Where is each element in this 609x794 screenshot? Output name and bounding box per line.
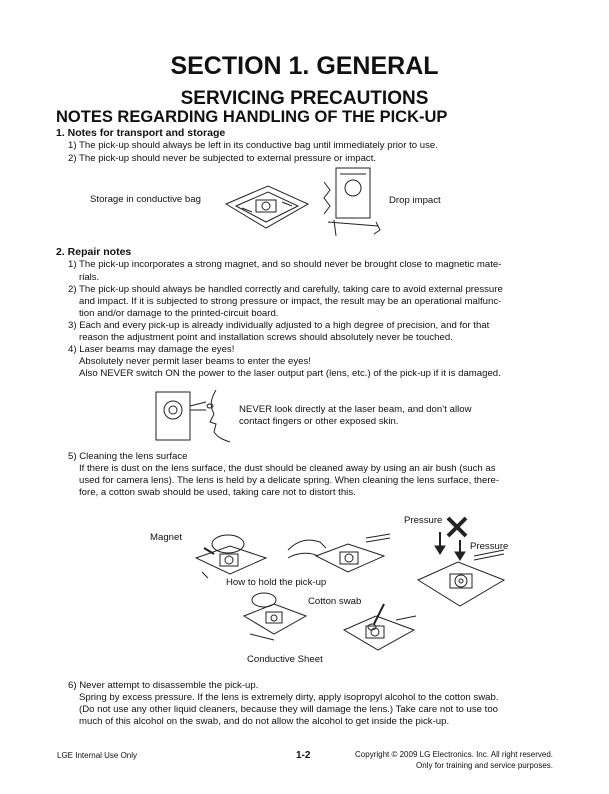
laser-note-line-1: NEVER look directly at the laser beam, and don’t allow [239, 404, 472, 415]
caption-cotton-swab: Cotton swab [308, 596, 362, 607]
section2-line-7: reason the adjustment point and installation screws should absolutely never be touched. [79, 332, 453, 343]
caption-conductive-sheet: Conductive Sheet [247, 654, 323, 665]
section2-title: 2. Repair notes [56, 246, 132, 258]
section1-title: 1. Notes for transport and storage [56, 127, 226, 139]
caption-pressure-1: Pressure [404, 515, 443, 526]
section2-item6-line-1: 6) Never attempt to disassemble the pick-up. [68, 680, 259, 691]
section2-item6-line-3: (Do not use any other liquid cleaners, because they will damage the lens.) Take care not to use too [79, 704, 498, 715]
section2-item5-line-2: If there is dust on the lens surface, the dust should be cleaned away by using an air bush (such as [79, 463, 496, 474]
section2-line-10: Also NEVER switch ON the power to the laser output part (lens, etc.) of the pick-up if it is damaged. [79, 368, 501, 379]
section2-line-6: 3) Each and every pick-up is already individually adjusted to a high degree of precision, and for that [68, 320, 490, 331]
caption-magnet: Magnet [150, 532, 182, 543]
section2-line-3: 2) The pick-up should always be handled correctly and carefully, taking care to avoid external pressure [68, 284, 503, 295]
hold-pickup-illustration [286, 526, 394, 582]
pressure-pickup-illustration [414, 546, 508, 612]
footer-left: LGE Internal Use Only [57, 751, 138, 760]
conductive-sheet-illustration [240, 588, 310, 644]
section2-item5-line-1: 5) Cleaning the lens surface [68, 451, 188, 462]
laser-warning-illustration [150, 386, 236, 446]
caption-storage: Storage in conductive bag [90, 194, 201, 205]
section2-item5-line-4: fore, a cotton swab should be used, taking care not to distort this. [79, 487, 356, 498]
caption-drop: Drop impact [389, 195, 441, 206]
storage-bag-illustration [222, 182, 312, 232]
section2-line-1: 1) The pick-up incorporates a strong magnet, and so should never be brought close to magnetic mate- [68, 259, 502, 270]
laser-note-line-2: contact fingers or other exposed skin. [239, 416, 399, 427]
magnet-pickup-illustration [186, 528, 270, 584]
footer-copyright: Copyright © 2009 LG Electronics. Inc. All right reserved. [355, 750, 553, 759]
section2-line-8: 4) Laser beams may damage the eyes! [68, 344, 235, 355]
section2-line-9: Absolutely never permit laser beams to enter the eyes! [79, 356, 311, 367]
section2-item5-line-3: used for camera lens). The lens is held by a delicate spring. When cleaning the lens surface, there- [79, 475, 500, 486]
section2-item6-line-4: much of this alcohol on the swab, and do not allow the alcohol to get inside the pick-up. [79, 716, 450, 727]
caption-how-to-hold: How to hold the pick-up [226, 577, 327, 588]
section-title: SECTION 1. GENERAL [170, 52, 439, 80]
drop-impact-illustration [318, 160, 386, 240]
section2-line-2: rials. [79, 272, 100, 283]
section2-item6-line-2: Spring by excess pressure. If the lens is extremely dirty, apply isopropyl alcohol to the cotton swab. [79, 692, 499, 703]
section1-line-1: 1) The pick-up should always be left in its conductive bag until immediately prior to use. [68, 140, 438, 151]
section1-line-2: 2) The pick-up should never be subjected to external pressure or impact. [68, 153, 377, 164]
page-number: 1-2 [296, 750, 311, 761]
cotton-swab-illustration [340, 600, 420, 656]
section2-line-5: tion and/or damage to the printed-circuit board. [79, 308, 279, 319]
caption-pressure-2: Pressure [470, 541, 509, 552]
page-heading: NOTES REGARDING HANDLING OF THE PICK-UP [56, 108, 448, 126]
section2-line-4: and impact. If it is subjected to strong pressure or impact, the result may be an operational malfunc- [79, 296, 502, 307]
section-subtitle: SERVICING PRECAUTIONS [180, 88, 429, 109]
footer-training: Only for training and service purposes. [416, 761, 553, 770]
